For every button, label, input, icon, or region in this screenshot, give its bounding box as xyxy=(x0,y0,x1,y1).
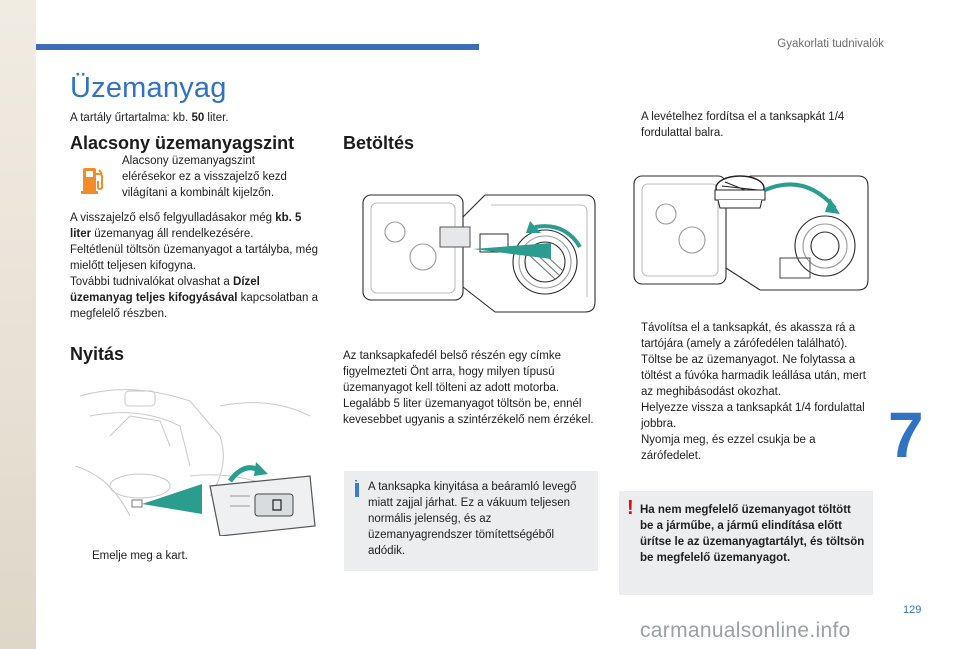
interior-lever-illustration xyxy=(70,376,322,536)
bullet-mark xyxy=(70,548,82,564)
page-title: Üzemanyag xyxy=(70,72,227,104)
fuel-cap-step: A levételhez fordítsa el a tanksapkát 1/4 fordulattal balra. xyxy=(619,109,873,141)
filling-paragraph: Az tanksapkafedél belső részén egy címke figyelmezteti Önt arra, hogy milyen típusú üzemanyagot kell tölteni az adott motorba. Legalább 5 liter üzemanyagot töltsön be, ennél kevesebbet ugyanis a szintérzékelő nem érzékel. xyxy=(343,350,594,426)
heading-opening: Nyitás xyxy=(70,344,125,364)
bullet-mark xyxy=(619,400,631,432)
lever-detail xyxy=(210,476,315,536)
info-icon: i xyxy=(354,478,359,495)
page-number: 129 xyxy=(903,604,922,616)
bullet-mark xyxy=(619,109,631,141)
header-accent-bar xyxy=(36,44,479,50)
heading-low-fuel: Alacsony üzemanyagszint xyxy=(70,133,295,153)
opening-step: Emelje meg a kart. xyxy=(70,548,188,564)
info-note-text: A tanksapka kinyitása a beáramló levegő miatt zajjal járhat. Ez a vákuum teljesen normális jelenség, és az üzemanyagrendszer tömítettségéből adódik. xyxy=(368,481,577,557)
cap-removal-illustration xyxy=(630,168,875,296)
list-item: Nyomja meg, és ezzel csukja be a zárófedelet. xyxy=(619,432,875,464)
bullet-mark xyxy=(619,320,631,352)
filling-steps-list xyxy=(619,320,875,464)
fuel-flap-illustration xyxy=(355,187,600,320)
list-item: Töltse be az üzemanyagot. Ne folytassa a töltést a fúvóka harmadik leállása után, mert az meghibásodást okozhat. xyxy=(619,352,875,400)
chapter-number: 7 xyxy=(888,399,924,471)
fuel-pump-icon xyxy=(72,160,112,200)
warning-text: Ha nem megfelelő üzemanyagot töltött be a járműbe, a jármű elindítása előtt ürítse le az üzemanyagtartályt, és töltsön be megfelelő üzemanyagot. xyxy=(640,504,865,564)
tank-capacity: A tartály űrtartalma: kb. 50 liter. xyxy=(70,112,229,124)
list-item: Helyezze vissza a tanksapkát 1/4 fordulattal jobbra. xyxy=(619,400,875,432)
page-edge-strip xyxy=(0,0,36,649)
section-header: Gyakorlati tudnivalók xyxy=(777,38,884,50)
list-item: Távolítsa el a tanksapkát, és akassza rá a tartójára (amely a zárófedélen található). xyxy=(619,320,875,352)
fuel-cap xyxy=(715,176,765,208)
watermark: carmanualsonline.info xyxy=(640,619,851,642)
low-fuel-icon-text: Alacsony üzemanyagszint elérésekor ez a visszajelző kezd világítani a kombinált kijelzőn. xyxy=(122,155,287,199)
bullet-mark xyxy=(619,432,631,464)
warning-icon: ! xyxy=(627,497,634,519)
low-fuel-paragraph: A visszajelző első felgyulladásakor még kb. 5 liter üzemanyag áll rendelkezésére. Feltétlenül töltsön üzemanyagot a tartályba, még mielőtt teljesen kifogyna. További tudnivalókat olvashat a Dízel üzemanyag teljes kifogyásával kapcsolatban a megfelelő részben. xyxy=(70,212,319,320)
heading-filling: Betöltés xyxy=(343,133,415,153)
bullet-mark xyxy=(619,352,631,400)
